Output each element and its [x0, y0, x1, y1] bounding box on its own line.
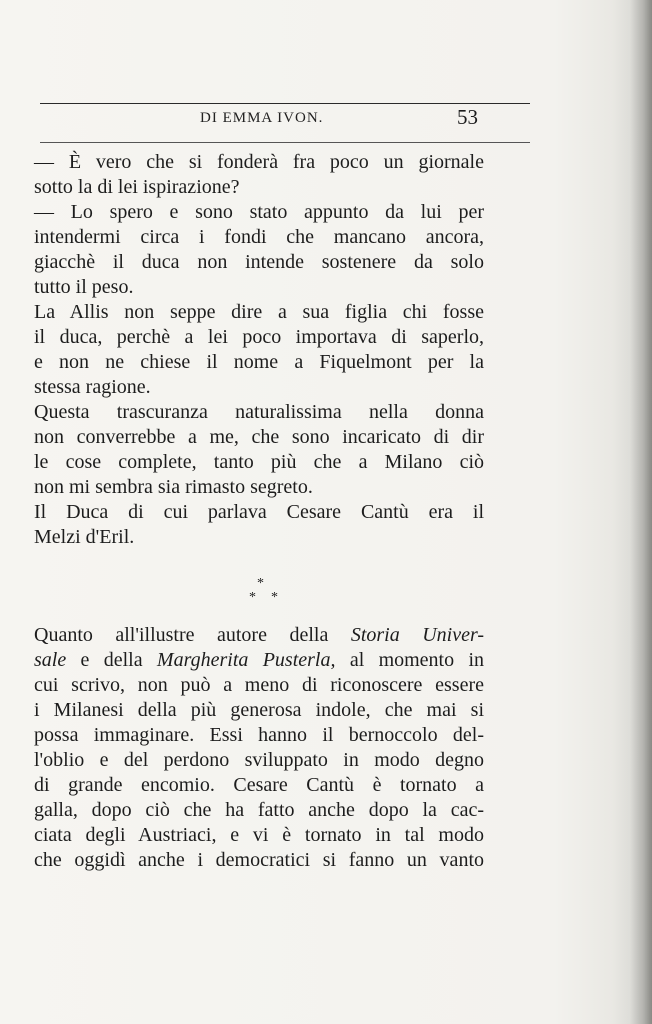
text-line: le cose complete, tanto più che a Milano ciò — [34, 451, 484, 473]
running-head: DI EMMA IVON. — [200, 110, 324, 126]
text-line: giacchè il duca non intende sostenere da solo — [34, 251, 484, 273]
text-line — [34, 623, 484, 648]
text-line: non converrebbe a me, che sono incaricato di dir — [34, 426, 484, 448]
text-line: cui scrivo, non può a meno di riconoscere essere — [34, 674, 484, 696]
text-line: tutto il peso. — [34, 276, 134, 298]
section-asterism — [237, 576, 287, 610]
text-line: — È vero che si fonderà fra poco un giornale — [34, 151, 484, 173]
page-number: 53 — [457, 105, 478, 129]
text-block-top — [34, 150, 484, 550]
header-rule-bottom — [40, 142, 530, 143]
text-line: non mi sembra sia rimasto segreto. — [34, 476, 313, 498]
page-edge-shadow — [630, 0, 652, 1024]
text-line: Il Duca di cui parlava Cesare Cantù era il — [34, 501, 484, 523]
text-line: il duca, perchè a lei poco importava di saperlo, — [34, 326, 484, 348]
text-line: sotto la di lei ispirazione? — [34, 176, 240, 198]
text-line: Melzi d'Eril. — [34, 526, 135, 548]
text-line: galla, dopo ciò che ha fatto anche dopo la cac- — [34, 799, 484, 821]
text-line: l'oblio e del perdono sviluppato in modo degno — [34, 749, 484, 771]
text-line: intendermi circa i fondi che mancano ancora, — [34, 226, 484, 248]
text-line: ciata degli Austriaci, e vi è tornato in tal modo — [34, 824, 484, 846]
text-segment: e della — [66, 649, 157, 671]
book-title-italic: Margherita Pusterla, — [156, 649, 336, 671]
text-block-bottom — [34, 623, 484, 873]
book-title-italic: sale — [34, 649, 67, 671]
asterism-star: * — [249, 590, 256, 605]
asterism-star: * — [271, 590, 278, 605]
text-line — [34, 648, 484, 673]
text-line: i Milanesi della più generosa indole, che mai si — [34, 699, 484, 721]
asterism-star: * — [257, 576, 264, 591]
text-segment: al momento in — [335, 649, 484, 671]
text-line: stessa ragione. — [34, 376, 151, 398]
book-title-italic: Storia Univer- — [350, 624, 484, 646]
text-line: e non ne chiese il nome a Fiquelmont per la — [34, 351, 484, 373]
text-segment: Quanto all'illustre autore della — [34, 624, 351, 646]
text-line: di grande encomio. Cesare Cantù è tornato a — [34, 774, 484, 796]
text-line: Questa trascuranza naturalissima nella donna — [34, 401, 484, 423]
text-line: possa immaginare. Essi hanno il bernoccolo del- — [34, 724, 484, 746]
text-line: La Allis non seppe dire a sua figlia chi fosse — [34, 301, 484, 323]
header-rule-top — [40, 103, 530, 104]
text-line: — Lo spero e sono stato appunto da lui per — [34, 201, 484, 223]
text-line: che oggidì anche i democratici si fanno un vanto — [34, 849, 484, 871]
